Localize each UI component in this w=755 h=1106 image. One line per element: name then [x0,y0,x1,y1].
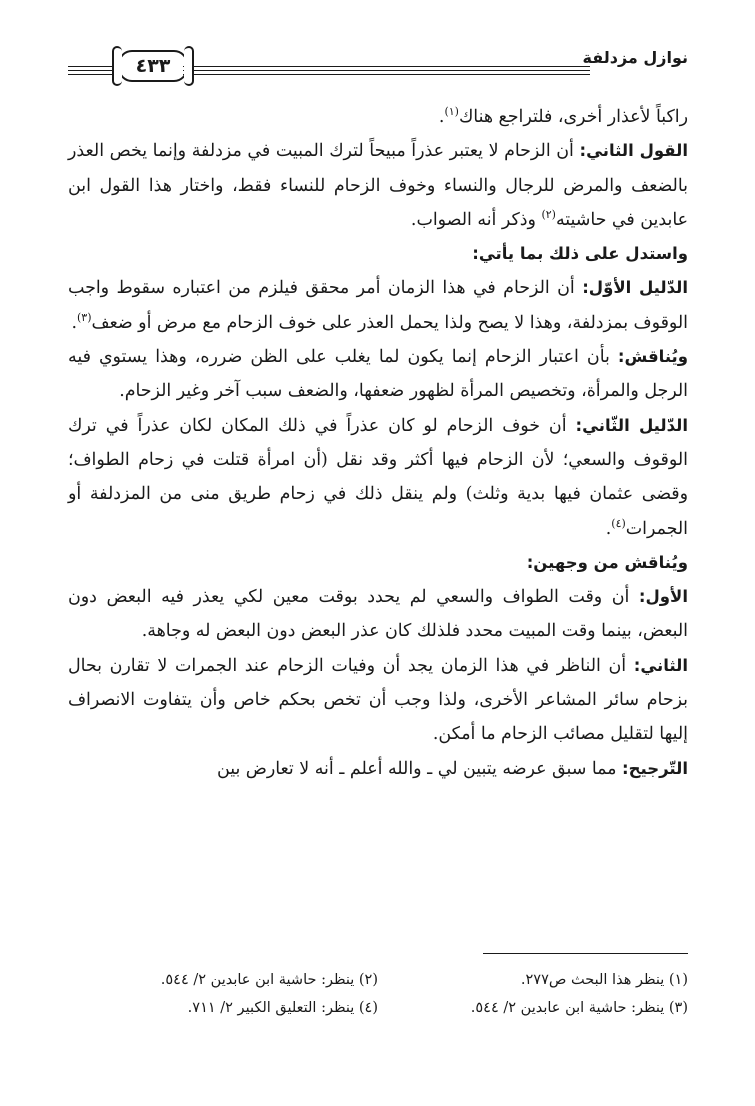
paragraph-4 [68,271,688,340]
footnote-row [68,966,688,994]
paragraph-end: وذكر أنه الصواب. [410,209,542,230]
paragraph-text: أن خوف الزحام لو كان عذراً في ذلك المكان لكان عذراً في ترك الوقوف والسعي؛ لأن الزحام فيها أكثر وقد نقل (أن امرأة قتلت في زحام الطواف؛ وقضى عثمان فيها بدية وثلث) ولم ينقل ذلك في زحام طريق منى من المزدلفة أو الجمرات [68,415,688,539]
paragraph-2 [68,134,688,237]
footnote-1: (١) ينظر هذا البحث ص٢٧٧. [520,972,688,988]
footnote-ref: (٣) [76,310,92,324]
paragraph-heading: واستدل على ذلك بما يأتي: [472,244,688,264]
header-rule-left [68,66,118,78]
paragraph-heading: التّرجيح: [622,758,688,778]
paragraph-heading: الأول: [638,587,688,607]
footnote-ref: (١) [444,105,459,118]
paragraph-3 [68,237,688,271]
footnotes [68,966,688,1022]
page-header [68,38,688,86]
footnote-3: (٣) ينظر: حاشية ابن عابدين ٢/ ٥٤٤. [470,1000,688,1016]
paragraph-end: . [71,312,77,333]
header-rule-right [183,66,590,78]
paragraph-8 [68,580,688,649]
paragraph-text: مما سبق عرضه يتبين لي ـ والله أعلم ـ أنه لا تعارض بين [216,758,623,779]
footnote-ref: (٤) [611,516,626,530]
page-number-box [118,50,188,82]
paragraph-text: بأن اعتبار الزحام إنما يكون لما يغلب على الظن ضرره، وهذا يستوي فيه الرجل والمرأة، وتخصيص المرأة لظهور ضعفها، والضعف سبب آخر وغير الزحام. [68,347,688,402]
paragraph-end: . [605,518,612,539]
paragraph-text: أن وقت الطواف والسعي لم يحدد بوقت معين لكي يعذر فيه البعض دون البعض، بينما وقت المبيت محدد فلذلك كان عذر البعض دون البعض له وجاهة. [68,587,688,642]
paragraph-text: أن الزحام لا يعتبر عذراً مبيحاً لترك المبيت في مزدلفة وإنما يخص العذر بالضعف والمرض للرجال والنساء وخوف الزحام للنساء فقط، واختار هذا القول ابن عابدين في حاشيته [68,141,688,230]
paragraph-10 [68,752,688,786]
footnote-ref: (٢) [541,207,556,221]
paragraph-heading: الدّليل الأوّل: [582,278,688,298]
main-text [68,100,688,786]
paragraph-7 [68,546,688,580]
paragraph-text: أن الزحام في هذا الزمان أمر محقق فيلزم من اعتباره سقوط واجب الوقوف بمزدلفة، وهذا لا يصح ولذا يحمل العذر على خوف الزحام مع مرض أو ضعف [68,278,688,333]
paragraph-heading: ويُناقش من وجهين: [526,552,688,572]
paragraph-1 [68,100,688,134]
footnote-row [68,994,688,1022]
book-page [68,38,688,1078]
paragraph-9 [68,649,688,752]
footnote-separator [483,953,688,954]
paragraph-heading: الثاني: [633,655,688,675]
paragraph-heading: القول الثاني: [579,141,688,161]
paragraph-heading: ويُناقش: [617,347,688,367]
footnote-4: (٤) ينظر: التعليق الكبير ٢/ ٧١١. [187,1000,378,1016]
page-number: ٤٣٣ [135,55,171,77]
paragraph-end: . [438,107,445,127]
paragraph-heading: الدّليل الثّاني: [575,415,688,435]
paragraph-text: راكباً لأعذار أخرى، فلتراجع هناك [458,107,688,127]
footnote-2: (٢) ينظر: حاشية ابن عابدين ٢/ ٥٤٤. [160,972,378,988]
running-title: نوازل مزدلفة [582,48,688,67]
paragraph-text: أن الناظر في هذا الزمان يجد أن وفيات الزحام عند الجمرات لا تقارن بحال بزحام سائر المشاعر الأخرى، ولذا وجب أن تخص بحكم خاص وأن يتفاوت الانصراف إليها لتقليل مصائب الزحام ما أمكن. [68,655,688,745]
paragraph-5 [68,340,688,409]
paragraph-6 [68,409,688,546]
